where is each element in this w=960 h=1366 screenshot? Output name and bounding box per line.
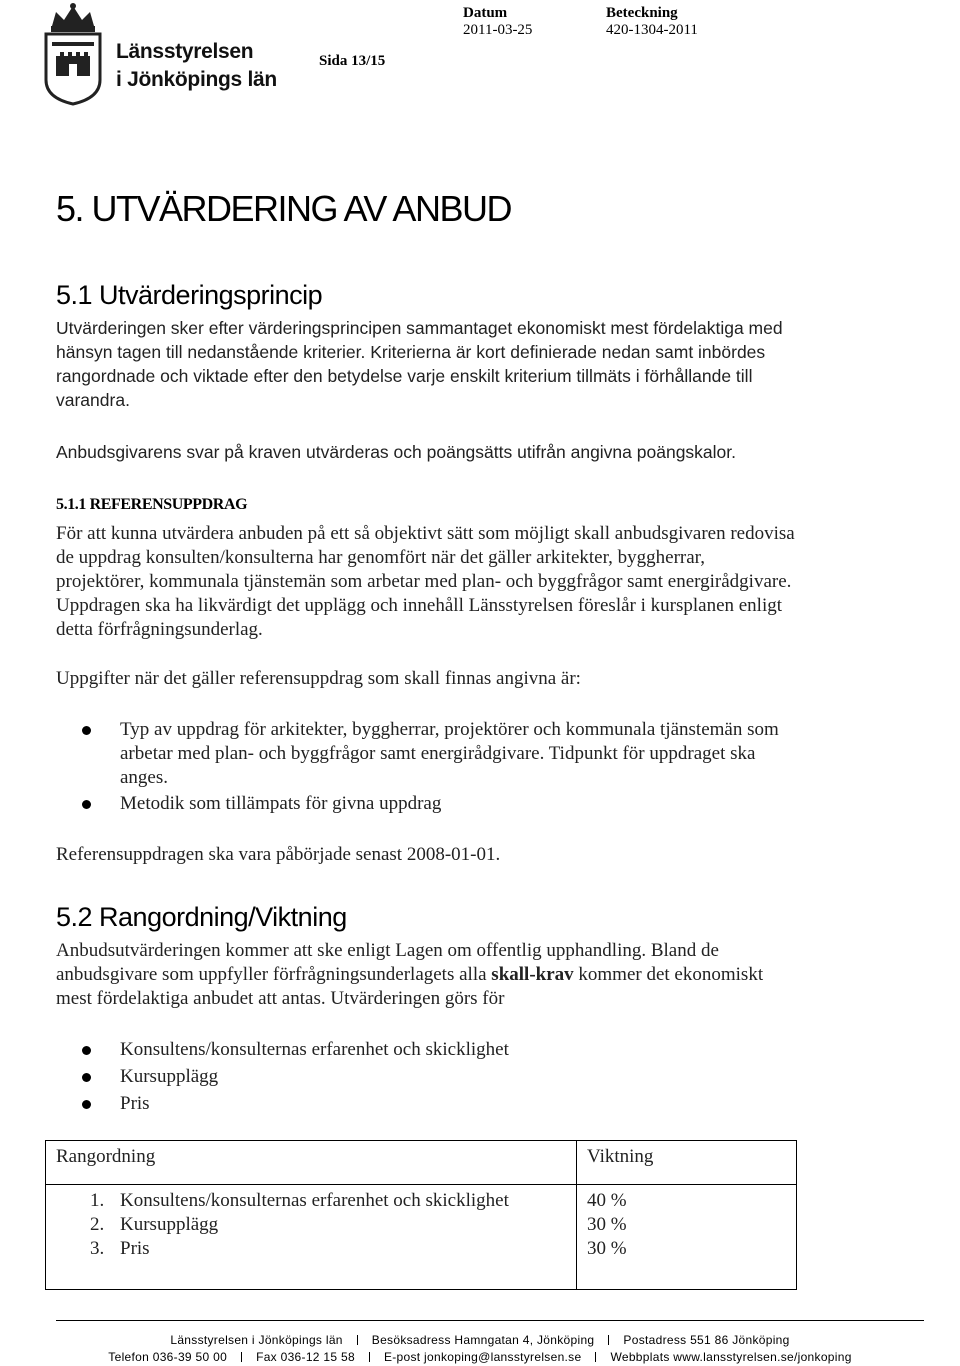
scoring-paragraph: Anbudsgivarens svar på kraven utvärderas och poängsätts utifrån angivna poängskalor.: [56, 442, 737, 462]
reference-value: 420-1304-2011: [606, 22, 698, 38]
weight-value: 40 %: [587, 1190, 627, 1211]
start-date-note: Referensuppdragen ska vara påbörjade senast 2008-01-01.: [56, 844, 501, 865]
reference-paragraph: För att kunna utvärdera anbuden på ett så objektivt sätt som möjligt skall anbudsgivaren redovisa de uppdrag konsulten/konsulterna har genomfört när det gäller arkitekter, byggherrar, projektörer, kommunala tjänstemän som arbetar med plan- och byggfrågor samt energirådgivare. Uppdragen ska ha likvärdigt det upplägg och innehåll Länsstyrelsen föreslår i kursplanen enligt detta förfrågningsunderlag.: [56, 523, 795, 640]
bullet-icon: [82, 800, 91, 809]
date-label: Datum: [463, 5, 508, 21]
ranking-paragraph: Anbudsutvärderingen kommer att ske enligt Lagen om offentlig upphandling. Bland de anbudsgivare som uppfyller förfrågningsunderlagets alla skall-krav kommer det ekonomiskt mest fördelaktiga anbudet att antas. Utvärderingen görs för: [56, 940, 764, 1009]
intro-paragraph: Utvärderingen sker efter värderingsprincipen sammantaget ekonomiskt mest fördelaktiga med hänsyn tagen till nedanstående kriterier. Kriterierna är kort definierade nedan samt inbördes rangordnade och viktade efter den betydelse varje enskilt kriterium tillmäts i förhållande till varandra.: [56, 318, 783, 410]
reference-requirements-list: [80, 718, 780, 816]
table-row: 3. Pris: [90, 1238, 150, 1259]
footer-line-1: Länsstyrelsen i Jönköpings län Besöksadress Hamngatan 4, Jönköping Postadress 551 86 Jönköping: [170, 1333, 790, 1347]
org-name-line2: i Jönköpings län: [116, 68, 277, 91]
subsection-heading-5-1-1: 5.1.1 REFERENSUPPDRAG: [56, 496, 248, 513]
list-item: Pris: [80, 1092, 780, 1116]
section-heading-5-2: 5.2 Rangordning/Viktning: [56, 902, 347, 932]
bullet-icon: [82, 1073, 91, 1082]
table-row: 1. Konsultens/konsulternas erfarenhet och skicklighet: [90, 1190, 509, 1211]
ranking-table: [45, 1140, 797, 1290]
skall-krav-emphasis: skall-krav: [491, 964, 574, 985]
chapter-title: 5. UTVÄRDERING AV ANBUD: [56, 188, 511, 229]
section-heading-5-1: 5.1 Utvärderingsprincip: [56, 280, 323, 310]
bullet-icon: [82, 1046, 91, 1055]
table-cell: [577, 1185, 797, 1290]
reference-label: Beteckning: [606, 5, 678, 21]
list-item: Metodik som tillämpats för givna uppdrag: [80, 792, 780, 816]
weight-value: 30 %: [587, 1238, 627, 1259]
list-item: Konsultens/konsulternas erfarenhet och skicklighet: [80, 1038, 780, 1062]
weight-value: 30 %: [587, 1214, 627, 1235]
table-row: 2. Kursupplägg: [90, 1214, 219, 1235]
page-number: Sida 13/15: [319, 53, 386, 69]
table-header-cell: Viktning: [577, 1141, 797, 1185]
list-intro: Uppgifter när det gäller referensuppdrag som skall finnas angivna är:: [56, 668, 581, 689]
agency-logo: [42, 2, 277, 106]
criteria-list: [80, 1038, 780, 1119]
list-item: Kursupplägg: [80, 1065, 780, 1089]
table-cell: [46, 1185, 577, 1290]
list-item: Typ av uppdrag för arkitekter, byggherrar, projektörer och kommunala tjänstemän som arbetar med plan- och byggfrågor samt energirådgivare. Tidpunkt för uppdraget ska anges.: [80, 718, 780, 790]
footer-divider: [56, 1320, 924, 1321]
coat-of-arms-icon: [42, 2, 104, 106]
table-header-cell: Rangordning: [46, 1141, 577, 1185]
bullet-icon: [82, 1100, 91, 1109]
org-name-line1: Länsstyrelsen: [116, 40, 254, 63]
bullet-icon: [82, 726, 91, 735]
footer-line-2: Telefon 036-39 50 00 Fax 036-12 15 58 E-post jonkoping@lansstyrelsen.se Webbplats www.lansstyrelsen.se/jonkoping: [108, 1350, 852, 1364]
date-value: 2011-03-25: [463, 22, 533, 38]
